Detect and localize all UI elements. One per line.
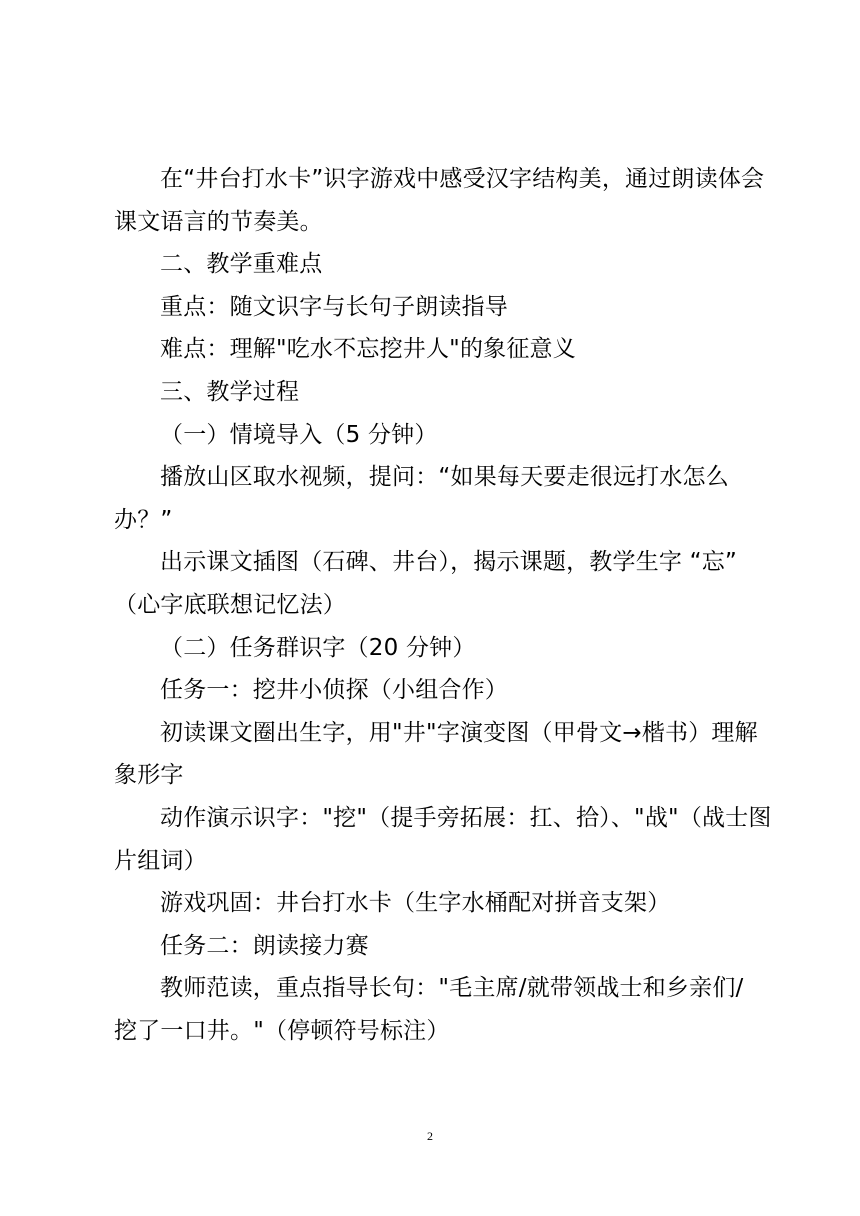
paragraph-line: 教师范读，重点指导长句："毛主席/就带领战士和乡亲们/ xyxy=(160,975,744,1002)
paragraph-line: （心字底联想记忆法） xyxy=(114,591,346,618)
paragraph-line: 挖了一口井。"（停顿符号标注） xyxy=(114,1017,450,1044)
task-heading: 任务一：挖井小侦探（小组合作） xyxy=(160,677,508,704)
paragraph-line: 游戏巩固：井台打水卡（生字水桶配对拼音支架） xyxy=(160,890,671,917)
subsection-heading: （一）情境导入（5 分钟） xyxy=(160,421,438,448)
paragraph-line: 象形字 xyxy=(114,762,184,789)
paragraph-line: 片组词） xyxy=(114,847,207,874)
paragraph-line: 难点：理解"吃水不忘挖井人"的象征意义 xyxy=(160,336,576,363)
document-body xyxy=(114,158,772,1052)
page-number: 2 xyxy=(427,1129,433,1143)
paragraph-line: 出示课文插图（石碑、井台），揭示课题，教学生字 “忘” xyxy=(160,549,738,576)
paragraph-line: 重点：随文识字与长句子朗读指导 xyxy=(160,293,508,320)
paragraph-line: 动作演示识字："挖"（提手旁拓展：扛、拾）、"战"（战士图 xyxy=(160,804,772,831)
paragraph-line: 在“井台打水卡”识字游戏中感受汉字结构美，通过朗读体会 xyxy=(160,166,765,192)
paragraph-line: 课文语言的节奏美。 xyxy=(114,208,323,235)
section-heading: 二、教学重难点 xyxy=(160,251,323,278)
paragraph-line: 办？” xyxy=(114,506,173,533)
paragraph-line: 播放山区取水视频，提问：“如果每天要走很远打水怎么 xyxy=(160,464,729,491)
task-heading: 任务二：朗读接力赛 xyxy=(160,932,369,959)
section-heading: 三、教学过程 xyxy=(160,378,300,405)
subsection-heading: （二）任务群识字（20 分钟） xyxy=(160,634,476,661)
paragraph-line: 初读课文圈出生字，用"井"字演变图（甲骨文→楷书）理解 xyxy=(160,719,758,746)
